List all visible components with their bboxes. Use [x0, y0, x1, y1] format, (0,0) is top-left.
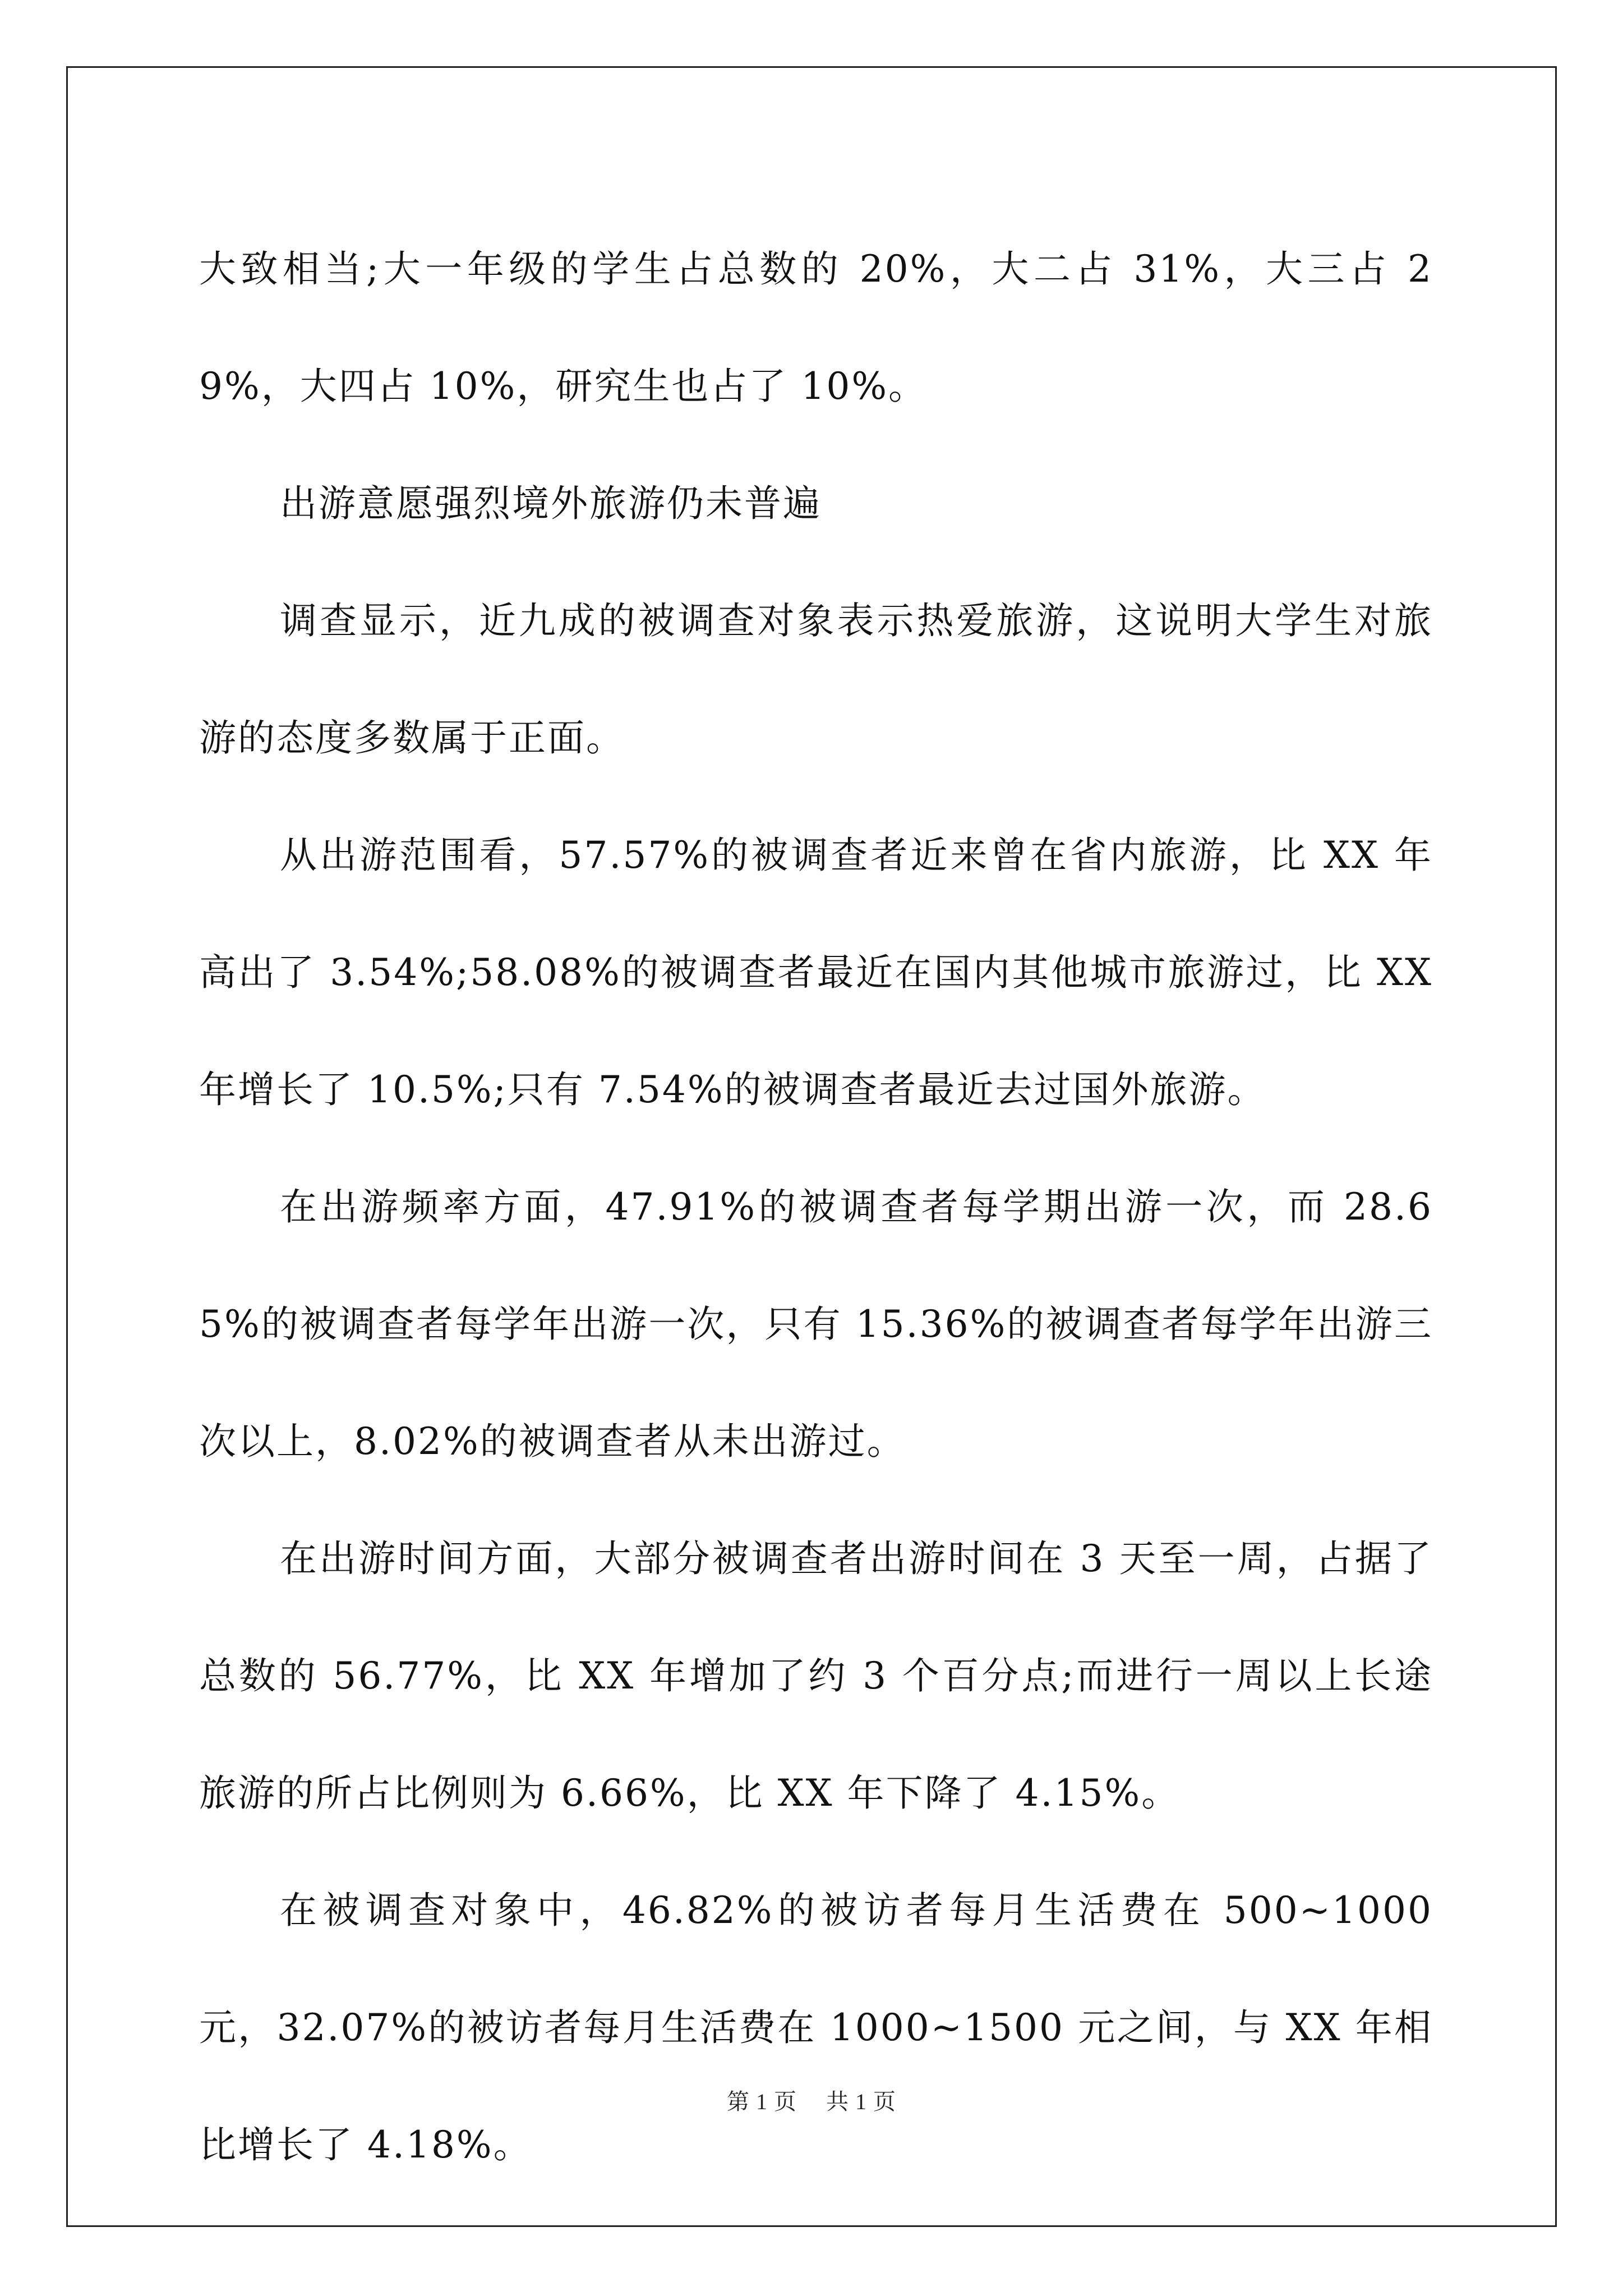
- paragraph-living-expenses: 在被调查对象中，46.82%的被访者每月生活费在 500~1000 元，32.07%的被访者每月生活费在 1000~1500 元之间，与 XX 年相比增长了 4.18%。: [199, 1889, 1433, 2166]
- document-body: [199, 210, 1433, 2203]
- paragraph-travel-frequency: 在出游频率方面，47.91%的被调查者每学期出游一次，而 28.65%的被调查者每学年出游一次，只有 15.36%的被调查者每学年出游三次以上，8.02%的被调查者从未出游过。: [199, 1185, 1433, 1463]
- paragraph-travel-duration: 在出游时间方面，大部分被调查者出游时间在 3 天至一周，占据了总数的 56.77%，比 XX 年增加了约 3 个百分点;而进行一周以上长途旅游的所占比例则为 6.66%，比 XX 年下降了 4.15%。: [199, 1537, 1433, 1815]
- page-total: 共 1 页: [826, 2089, 896, 2114]
- paragraph-intro-continuation: 大致相当;大一年级的学生占总数的 20%，大二占 31%，大三占 29%，大四占 10%，研究生也占了 10%。: [199, 247, 1433, 408]
- section-heading: 出游意愿强烈境外旅游仍未普遍: [280, 482, 822, 525]
- page-footer: [0, 2088, 1623, 2116]
- page-number: 第 1 页: [727, 2089, 797, 2114]
- paragraph-travel-range: 从出游范围看，57.57%的被调查者近来曾在省内旅游，比 XX 年高出了 3.54%;58.08%的被调查者最近在国内其他城市旅游过，比 XX 年增长了 10.5%;只有 7.54%的被调查者最近去过国外旅游。: [199, 834, 1433, 1111]
- paragraph-survey-attitude: 调查显示，近九成的被调查对象表示热爱旅游，这说明大学生对旅游的态度多数属于正面。: [199, 599, 1433, 760]
